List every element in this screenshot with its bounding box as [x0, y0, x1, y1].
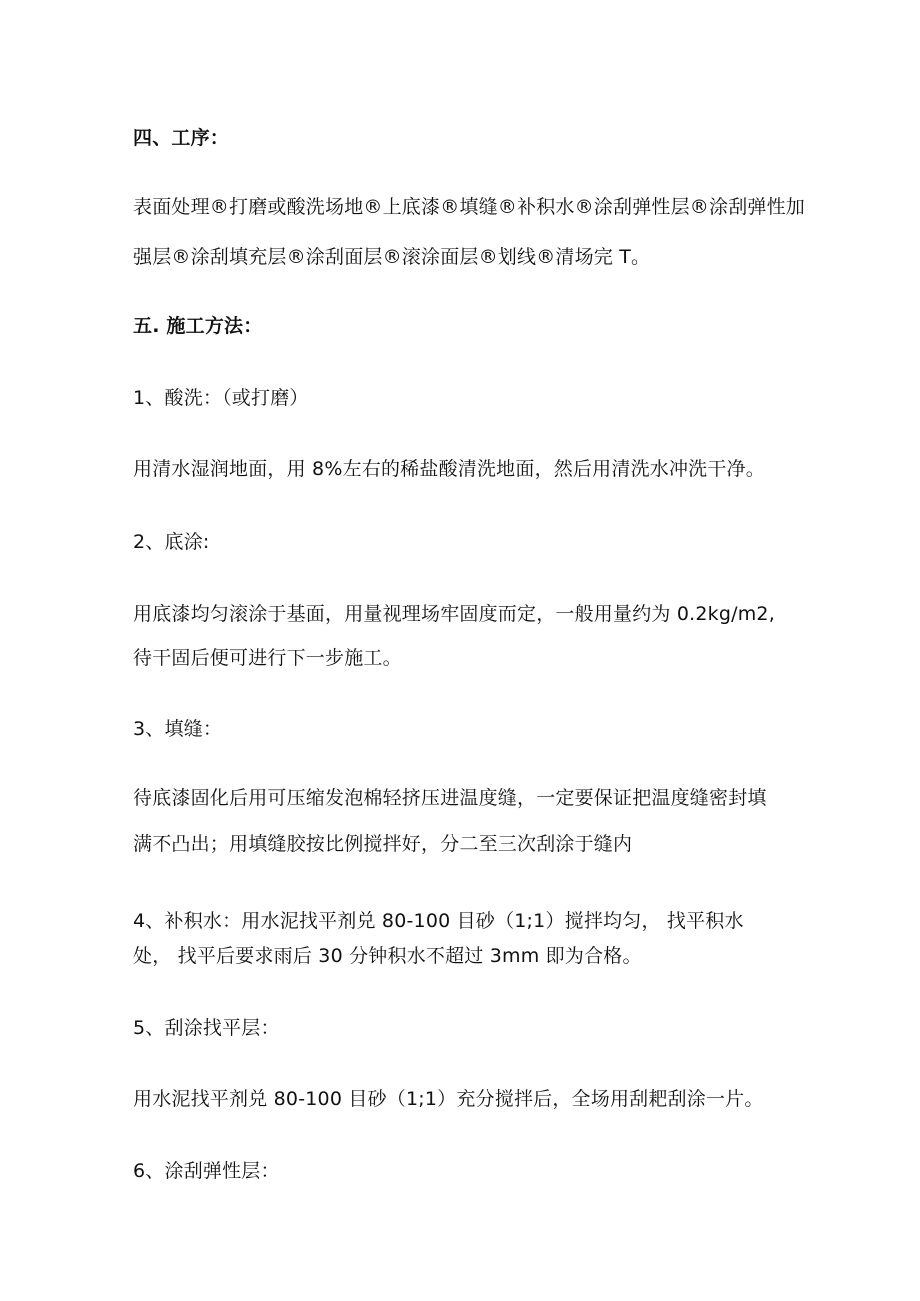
joint-filling-text-line-1: 待底漆固化后用可压缩发泡棉轻挤压进温度缝，一定要保证把温度缝密封填	[133, 787, 767, 809]
water-ponding-text: 处， 找平后要求雨后 30 分钟积水不超过 3mm 即为合格。	[133, 945, 642, 967]
leveling-layer-text: 用水泥找平剂兑 80-100 目砂（1;1）充分搅拌后，全场用刮耙刮涂一片。	[133, 1088, 764, 1110]
section-heading-process: 四、工序：	[133, 127, 230, 149]
step-heading-joint-filling: 3、填缝：	[133, 718, 223, 740]
primer-text-line-1: 用底漆均匀滚涂于基面，用量视理场牢固度而定，一般用量约为 0.2kg/m2,	[133, 603, 775, 625]
step-heading-elastic-layer: 6、涂刮弹性层：	[133, 1160, 280, 1182]
joint-filling-text-line-2: 满不凸出；用填缝胶按比例搅拌好，分二至三次刮涂于缝内	[133, 833, 633, 855]
acid-wash-text: 用清水湿润地面，用 8%左右的稀盐酸清洗地面，然后用清洗水冲洗干净。	[133, 458, 765, 480]
primer-text-line-2: 待干固后便可进行下一步施工。	[133, 647, 402, 669]
step-heading-water-ponding: 4、补积水：用水泥找平剂兑 80-100 目砂（1;1）搅拌均匀， 找平积水	[133, 910, 744, 932]
step-heading-leveling-layer: 5、刮涂找平层：	[133, 1017, 280, 1039]
section-heading-method: 五. 施工方法：	[133, 315, 263, 337]
step-heading-acid-wash: 1、酸洗：（或打磨）	[133, 387, 309, 409]
step-heading-primer: 2、底涂:	[133, 531, 210, 553]
process-text-line-1: 表面处理®打磨或酸洗场地®上底漆®填缝®补积水®涂刮弹性层®涂刮弹性加	[133, 196, 806, 218]
process-text-line-2: 强层®涂刮填充层®涂刮面层®滚涂面层®划线®清场完 T。	[133, 246, 651, 268]
